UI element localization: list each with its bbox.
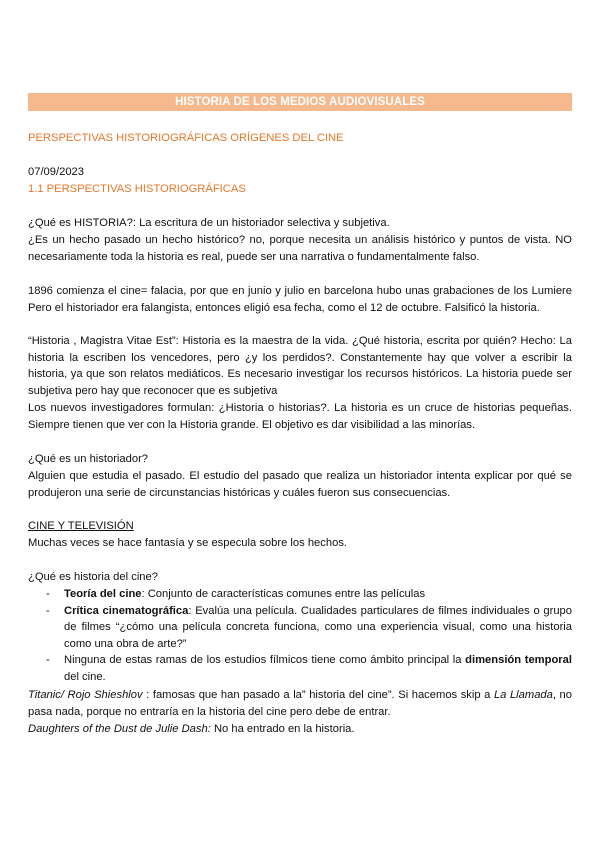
document-banner-title: HISTORIA DE LOS MEDIOS AUDIOVISUALES	[28, 93, 572, 111]
paragraph-hecho-historico: ¿Es un hecho pasado un hecho histórico? no, porque necesita un análisis histórico y puntos de vista. NO necesariamente toda la historia es real, puede ser una narrativa o fundamentalmente falso.	[28, 234, 572, 263]
paragraph-1896: 1896 comienza el cine= falacia, por que en junio y julio en barcelona hubo unas grabaciones de los Lumiere Pero el historiador era falangista, entonces eligió esa fecha, como el 12 de octubre. Falsificó la historia.	[28, 285, 572, 314]
paragraph-historia-definition: ¿Qué es HISTORIA?: La escritura de un historiador selectiva y subjetiva.	[28, 217, 390, 229]
list-item: - Ninguna de estas ramas de los estudios fílmicos tiene como ámbito principal la dimensión temporal del cine.	[46, 654, 572, 683]
paragraph-historiador: Alguien que estudia el pasado. El estudio del pasado que realiza un historiador intenta explicar por qué se produjeron una serie de circunstancias históricas y cuáles fueron sus consecuencias.	[28, 470, 572, 499]
question-historiador: ¿Qué es un historiador?	[28, 453, 149, 465]
definitions-list	[28, 586, 572, 686]
paragraph-cine-television: Muchas veces se hace fantasía y se especula sobre los hechos.	[28, 537, 348, 549]
paragraph-daughters: Daughters of the Dust de Julie Dash: No ha entrado en la historia.	[28, 723, 355, 735]
paragraph-nuevos-investigadores: Los nuevos investigadores formulan: ¿Historia o historias?. La historia es un cruce de historias pequeñas. Siempre tienen que ver con la Historia grande. El objetivo es dar visibilidad a las minorías.	[28, 402, 572, 431]
question-historia-cine: ¿Qué es historia del cine?	[28, 571, 158, 583]
heading-cine-television: CINE Y TELEVISIÓN	[28, 520, 134, 532]
paragraph-titanic: Titanic/ Rojo Shieshlov : famosas que han pasado a la” historia del cine”. Si hacemos skip a La Llamada, no pasa nada, porque no entraría en la historia del cine pero debe de entrar.	[28, 689, 572, 718]
list-item: - Teoría del cine: Conjunto de características comunes entre las películas	[46, 588, 426, 600]
date-text: 07/09/2023	[28, 166, 84, 178]
paragraph-magistra-vitae: “Historia , Magistra Vitae Est”: Historia es la maestra de la vida. ¿Qué historia, escrita por quién? Hecho: La historia la escriben los vencedores, pero ¿y los perdidos?. Constantemente hay que volver a escribir la historia, ya que son relatos mediáticos. Es necesario investigar los recursos históricos. La historia puede ser subjetiva pero hay que reconocer que es subjetiva	[28, 335, 572, 397]
section-title: PERSPECTIVAS HISTORIOGRÁFICAS ORÍGENES DEL CINE	[28, 132, 344, 144]
list-item: - Crítica cinematográfica: Evalúa una película. Cualidades particulares de filmes individuales o grupo de filmes “¿cómo una película concreta funciona, como una experiencia visual, como una historia como una obra de arte?”	[46, 604, 573, 650]
subsection-title: 1.1 PERSPECTIVAS HISTORIOGRÁFICAS	[28, 183, 246, 195]
